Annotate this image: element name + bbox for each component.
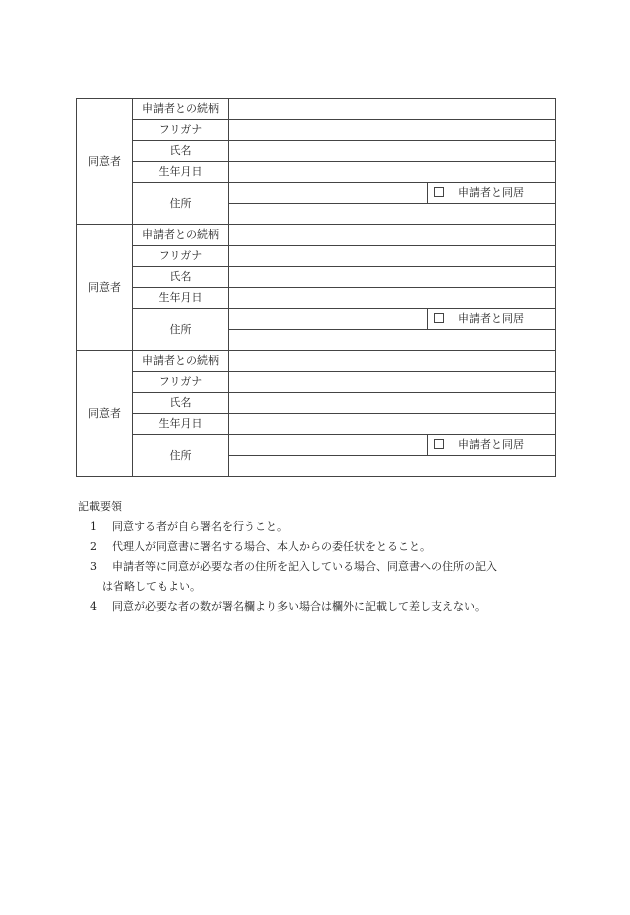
- furigana-label: フリガナ: [133, 372, 229, 393]
- instruction-item: 2 代理人が同意書に署名する場合、本人からの委任状をとること。: [90, 540, 431, 553]
- birthdate-label: 生年月日: [133, 288, 229, 309]
- address-field-line1[interactable]: [229, 309, 556, 330]
- instructions-title: 記載要領: [78, 500, 122, 513]
- relation-label: 申請者との続柄: [133, 225, 229, 246]
- cohabit-option[interactable]: [427, 309, 524, 329]
- address-field-line2[interactable]: [229, 456, 556, 477]
- cohabit-option[interactable]: [427, 183, 524, 203]
- cohabit-label: 申請者と同居: [458, 186, 524, 199]
- instruction-item: 3 申請者等に同意が必要な者の住所を記入している場合、同意書への住所の記入: [90, 560, 497, 573]
- name-field[interactable]: [229, 141, 556, 162]
- cohabit-checkbox[interactable]: [434, 313, 444, 323]
- consenter-block-2: [77, 225, 556, 351]
- consenter-label: 同意者: [77, 351, 133, 477]
- cohabit-label: 申請者と同居: [458, 312, 524, 325]
- address-label: 住所: [133, 309, 229, 351]
- instruction-item: 4 同意が必要な者の数が署名欄より多い場合は欄外に記載して差し支えない。: [90, 600, 486, 613]
- cohabit-label: 申請者と同居: [458, 438, 524, 451]
- instruction-item: 1 同意する者が自ら署名を行うこと。: [90, 520, 288, 533]
- relation-label: 申請者との続柄: [133, 99, 229, 120]
- furigana-label: フリガナ: [133, 246, 229, 267]
- name-field[interactable]: [229, 393, 556, 414]
- name-label: 氏名: [133, 141, 229, 162]
- birthdate-label: 生年月日: [133, 414, 229, 435]
- name-label: 氏名: [133, 267, 229, 288]
- furigana-label: フリガナ: [133, 120, 229, 141]
- cohabit-option[interactable]: [427, 435, 524, 455]
- consent-table: [76, 98, 556, 477]
- address-field-line2[interactable]: [229, 330, 556, 351]
- name-label: 氏名: [133, 393, 229, 414]
- relation-field[interactable]: [229, 225, 556, 246]
- birthdate-field[interactable]: [229, 414, 556, 435]
- furigana-field[interactable]: [229, 120, 556, 141]
- consenter-block-1: [77, 99, 556, 225]
- address-label: 住所: [133, 183, 229, 225]
- address-field-line1[interactable]: [229, 435, 556, 456]
- birthdate-field[interactable]: [229, 288, 556, 309]
- furigana-field[interactable]: [229, 372, 556, 393]
- name-field[interactable]: [229, 267, 556, 288]
- furigana-field[interactable]: [229, 246, 556, 267]
- instruction-item-continuation: は省略してもよい。: [102, 580, 201, 593]
- relation-field[interactable]: [229, 351, 556, 372]
- address-field-line2[interactable]: [229, 204, 556, 225]
- relation-field[interactable]: [229, 99, 556, 120]
- relation-label: 申請者との続柄: [133, 351, 229, 372]
- consenter-label: 同意者: [77, 225, 133, 351]
- cohabit-checkbox[interactable]: [434, 439, 444, 449]
- cohabit-checkbox[interactable]: [434, 187, 444, 197]
- address-label: 住所: [133, 435, 229, 477]
- consenter-label: 同意者: [77, 99, 133, 225]
- address-field-line1[interactable]: [229, 183, 556, 204]
- birthdate-field[interactable]: [229, 162, 556, 183]
- instructions: [78, 497, 497, 617]
- birthdate-label: 生年月日: [133, 162, 229, 183]
- consenter-block-3: [77, 351, 556, 477]
